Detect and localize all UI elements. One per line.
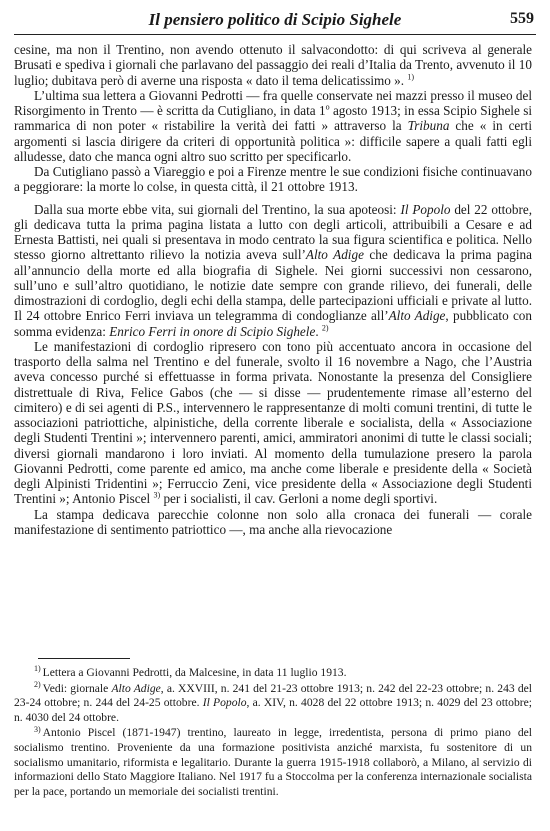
footnotes bbox=[14, 666, 532, 800]
running-title: Il pensiero politico di Scipio Sighele bbox=[148, 10, 402, 29]
text-run: Da Cutigliano passò a Viareggio e poi a Firenze mentre le sue condizioni fisiche continuavano a peggiorare: la morte lo colse, in questa città, il 21 ottobre 1913. bbox=[14, 164, 532, 195]
text-run: L’ultima sua lettera a Giovanni Pedrotti — fra quelle conservate nei mazzi presso il museo del Risorgimento in Trento — è scritta da Cutigliano, in data 1 bbox=[14, 87, 532, 118]
text-run: del 22 ottobre, gli dedicava tutta la prima pagina listata a lutto con degli articoli, attribuibili a Cesare e ad Ernesta Battisti, nei quali si presentava in modo centrato la sua figura scientifica e politica. Nello stesso giorno altrettanto rilievo la notizia aveva sull’ bbox=[14, 201, 533, 263]
main-text bbox=[14, 42, 532, 537]
text-run: per i socialisti, il cav. Gerloni a nome degli sportivi. bbox=[160, 491, 438, 507]
footnote bbox=[14, 726, 532, 799]
paragraph bbox=[14, 42, 532, 88]
italic-text: Il Popolo bbox=[400, 201, 451, 217]
footnote-marker: 1) bbox=[34, 664, 41, 674]
footnote-reference: o bbox=[325, 102, 330, 112]
text-run: cesine, ma non il Trentino, non avendo ottenuto il salvacondotto: di qui scriveva al generale Brusati e spediva i giornali che parlavano del passaggio dei reali d’Italia da Trento, avvenuto il 10 luglio; dubitava però di averne una risposta « dato il tema delicatissimo ». bbox=[14, 42, 532, 88]
text-run: , a. XXVIII, n. 241 del 21-23 ottobre 1913; n. 242 del 22-23 ottobre; n. 243 del 23-24 ottobre; n. 244 del 24-25 ottobre. bbox=[14, 681, 532, 710]
running-header bbox=[14, 10, 536, 36]
footnote-marker: 3) bbox=[34, 724, 41, 734]
text-run: agosto 1913; in essa Scipio Sighele si rammarica di non poter « ristabilire la verità dei fatti » attraverso la bbox=[14, 103, 532, 134]
text-run: . bbox=[315, 323, 322, 339]
text-run: , pubblicato con somma evidenza: bbox=[14, 308, 532, 339]
paragraph bbox=[14, 164, 532, 195]
italic-text: Alto Adige bbox=[111, 681, 161, 695]
paragraph bbox=[14, 202, 532, 339]
paragraph bbox=[14, 88, 532, 164]
paragraph bbox=[14, 339, 532, 507]
text-run: Vedi: giornale bbox=[42, 681, 112, 695]
footnote-reference: 3) bbox=[153, 490, 161, 500]
text-run: Antonio Piscel (1871-1947) trentino, laureato in legge, irredentista, persona di primo piano del socialismo trentino. Proveniente da una formazione positivista anziché marxista, fu sostenitore di un socialismo umanitario, riformista e legalitario. Durante la guerra 1915-1918 collaborò, a Milano, al servizio di informazioni dello Stato Maggiore Italiano. Nel 1917 fu a Stoccolma per la conferenza internazionale socialista per la pace, portando un memoriale dei socialisti trentini. bbox=[14, 726, 532, 798]
footnote-marker: 2) bbox=[34, 679, 41, 689]
text-run: che « in certi argomenti si lascia dirigere da criteri di opportunità politica »: difficile sapere a quali fatti egli alludesse, dato che manca ogni altro suo scritto per specificarlo. bbox=[14, 118, 533, 164]
footnote-reference: 2) bbox=[321, 323, 329, 333]
italic-text: Il Popolo bbox=[202, 696, 247, 710]
text-run: Le manifestazioni di cordoglio ripresero con tono più accentuato ancora in occasione del trasporto della salma nel Trentino e del funerale, svolto il 16 novembre a Nago, che l’Austria aveva concesso purché si effettuasse in forma privata. Nonostante la presenza del Consigliere distrettuale di Riva, Felice Gabos (che — si disse — prudentemente rimase all’esterno del cimitero) e di sei agenti di P.S., intervennero le rappresentanze di molti comuni trentini, di tutte le associazioni patriottiche, alpinistiche, della corrente liberale e socialista, della « Associazione degli Studenti Trentini »; intervennero parenti, amici, ammiratori anonimi di tutte le classi sociali; diversi giornali mandarono i loro inviati. Al momento della tumulazione presero la parola Giovanni Pedrotti, come parente ed amico, ma anche come liberale e presidente della « Società degli Alpinisti Tridentini »; Ferruccio Zeni, vice presidente della « Associazione degli Studenti Trentini »; Antonio Piscel bbox=[14, 338, 532, 507]
italic-text: Enrico Ferri in onore di Scipio Sighele bbox=[109, 323, 316, 339]
text-run: La stampa dedicava parecchie colonne non solo alla cronaca dei funerali — corale manifestazione di sentimento patriottico —, ma anche alla rievocazione bbox=[14, 506, 532, 537]
italic-text: Alto Adige bbox=[305, 247, 364, 263]
text-run: che dedicava la prima pagina all’annuncio della morte ed alla biografia di Sighele. Nei giorni successivi non cessarono, sull’uno e sull’altro quotidiano, le notizie date sempre con grande rilievo, dei funerali, delle dimostrazioni di cordoglio, degli echi della stampa, delle partecipazioni ufficiali e private al lutto. Il 24 ottobre Enrico Ferri inviava un telegramma di condoglianze all’ bbox=[14, 247, 533, 324]
page-number: 559 bbox=[510, 10, 534, 27]
footnote-reference: 1) bbox=[407, 72, 415, 82]
italic-text: Tribuna bbox=[407, 118, 450, 134]
paragraph bbox=[14, 507, 532, 538]
text-run: Lettera a Giovanni Pedrotti, da Malcesine, in data 11 luglio 1913. bbox=[42, 666, 347, 679]
footnote-separator bbox=[38, 658, 130, 659]
text-run: Dalla sua morte ebbe vita, sui giornali del Trentino, la sua apoteosi: bbox=[34, 201, 401, 217]
footnote bbox=[14, 666, 532, 681]
header-rule bbox=[14, 34, 536, 35]
text-run: , a. XIV, n. 4028 del 22 ottobre 1913; n. 4029 del 23 ottobre; n. 4030 del 24 ottobre. bbox=[14, 696, 532, 724]
italic-text: Alto Adige bbox=[388, 308, 446, 324]
footnote bbox=[14, 679, 532, 726]
paragraph-gap bbox=[14, 195, 532, 202]
